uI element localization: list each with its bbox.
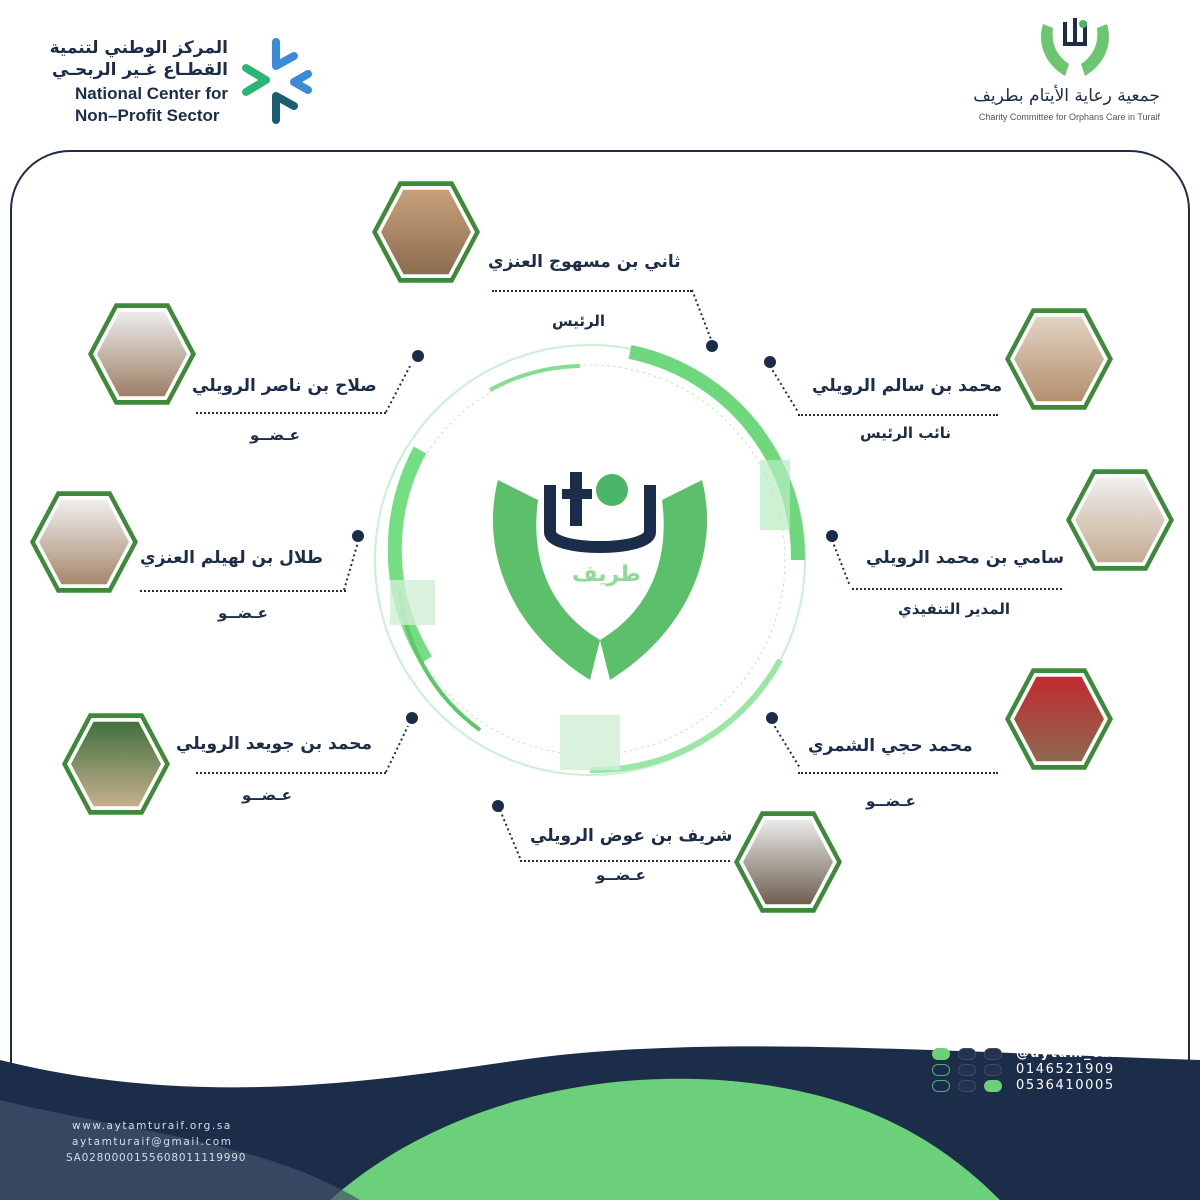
connector-line <box>140 590 346 592</box>
instagram-icon[interactable] <box>984 1048 1002 1060</box>
member-name: محمد بن جويعد الرويلي <box>176 734 373 754</box>
connector-line <box>196 412 386 414</box>
phone-icon[interactable] <box>984 1064 1002 1076</box>
member-role: نائب الرئيس <box>860 424 952 442</box>
member-role: عـضــو <box>596 866 646 884</box>
connector-diagonal <box>384 360 416 416</box>
connector-line <box>196 772 386 774</box>
empty-slot-icon <box>932 1080 950 1092</box>
connector-line <box>798 414 998 416</box>
mobile-number[interactable]: 0536410005 <box>1016 1078 1115 1093</box>
connector-dot <box>412 350 424 362</box>
empty-slot-icon <box>958 1064 976 1076</box>
hands-logo-icon <box>1035 14 1115 86</box>
member-name: صلاح بن ناصر الرويلي <box>192 376 377 396</box>
whatsapp-icon[interactable] <box>984 1080 1002 1092</box>
member-name: سامي بن محمد الرويلي <box>866 548 1065 568</box>
ncnp-ar-line2: القطـاع غـير الربحـي <box>51 60 228 80</box>
phone-number[interactable]: 0146521909 <box>1016 1062 1115 1077</box>
connector-dot <box>406 712 418 724</box>
connector-line <box>852 588 1062 590</box>
twitter-icon[interactable] <box>958 1048 976 1060</box>
ncnp-logo <box>49 38 320 138</box>
footer-website[interactable]: www.aytamturaif.org.sa <box>72 1120 232 1132</box>
member-name: محمد حجي الشمري <box>808 736 973 756</box>
ncnp-en-line2: Non–Profit Sector <box>75 106 220 125</box>
connector-diagonal <box>498 808 528 862</box>
connector-line <box>520 860 730 862</box>
ncnp-ar-line1: المركز الوطني لتنمية <box>49 38 228 58</box>
center-logo-text: طريف <box>572 562 641 587</box>
ncnp-en-line1: National Center for <box>75 84 229 103</box>
connector-diagonal <box>830 538 860 590</box>
member-name: شريف بن عوض الرويلي <box>530 826 733 846</box>
member-role: الرئيس <box>552 312 606 330</box>
member-role: عـضــو <box>250 426 300 444</box>
empty-slot-icon <box>932 1064 950 1076</box>
footer-email[interactable]: aytamturaif@gmail.com <box>72 1136 233 1148</box>
member-name: طلال بن لهيلم العنزي <box>140 548 323 568</box>
connector-diagonal <box>768 364 808 416</box>
member-role: عـضــو <box>218 604 268 622</box>
connector-diagonal <box>384 720 414 776</box>
member-name: محمد بن سالم الرويلي <box>812 376 1003 396</box>
connector-diagonal <box>690 288 720 348</box>
member-role: عـضــو <box>242 786 292 804</box>
connector-line <box>798 772 998 774</box>
connector-line <box>492 290 692 292</box>
member-role: عـضــو <box>866 792 916 810</box>
connector-diagonal <box>342 538 364 594</box>
social-handle[interactable]: @aytam_turaif <box>1016 1046 1143 1061</box>
member-role: المدير التنفيذي <box>898 600 1011 618</box>
connector-dot <box>706 340 718 352</box>
connector-diagonal <box>770 720 810 772</box>
footer-iban: SA0280000155608011119990 <box>66 1152 247 1164</box>
charity-en-name: Charity Committee for Orphans Care in Turaif <box>978 112 1160 122</box>
snapchat-icon[interactable] <box>932 1048 950 1060</box>
ncnp-mark-icon <box>238 38 318 128</box>
charity-ar-name: جمعية رعاية الأيتام بطريف <box>973 86 1160 106</box>
charity-logo <box>973 14 1180 134</box>
member-name: ثاني بن مسهوج العنزي <box>488 252 681 272</box>
connector-dot <box>352 530 364 542</box>
empty-slot-icon <box>958 1080 976 1092</box>
